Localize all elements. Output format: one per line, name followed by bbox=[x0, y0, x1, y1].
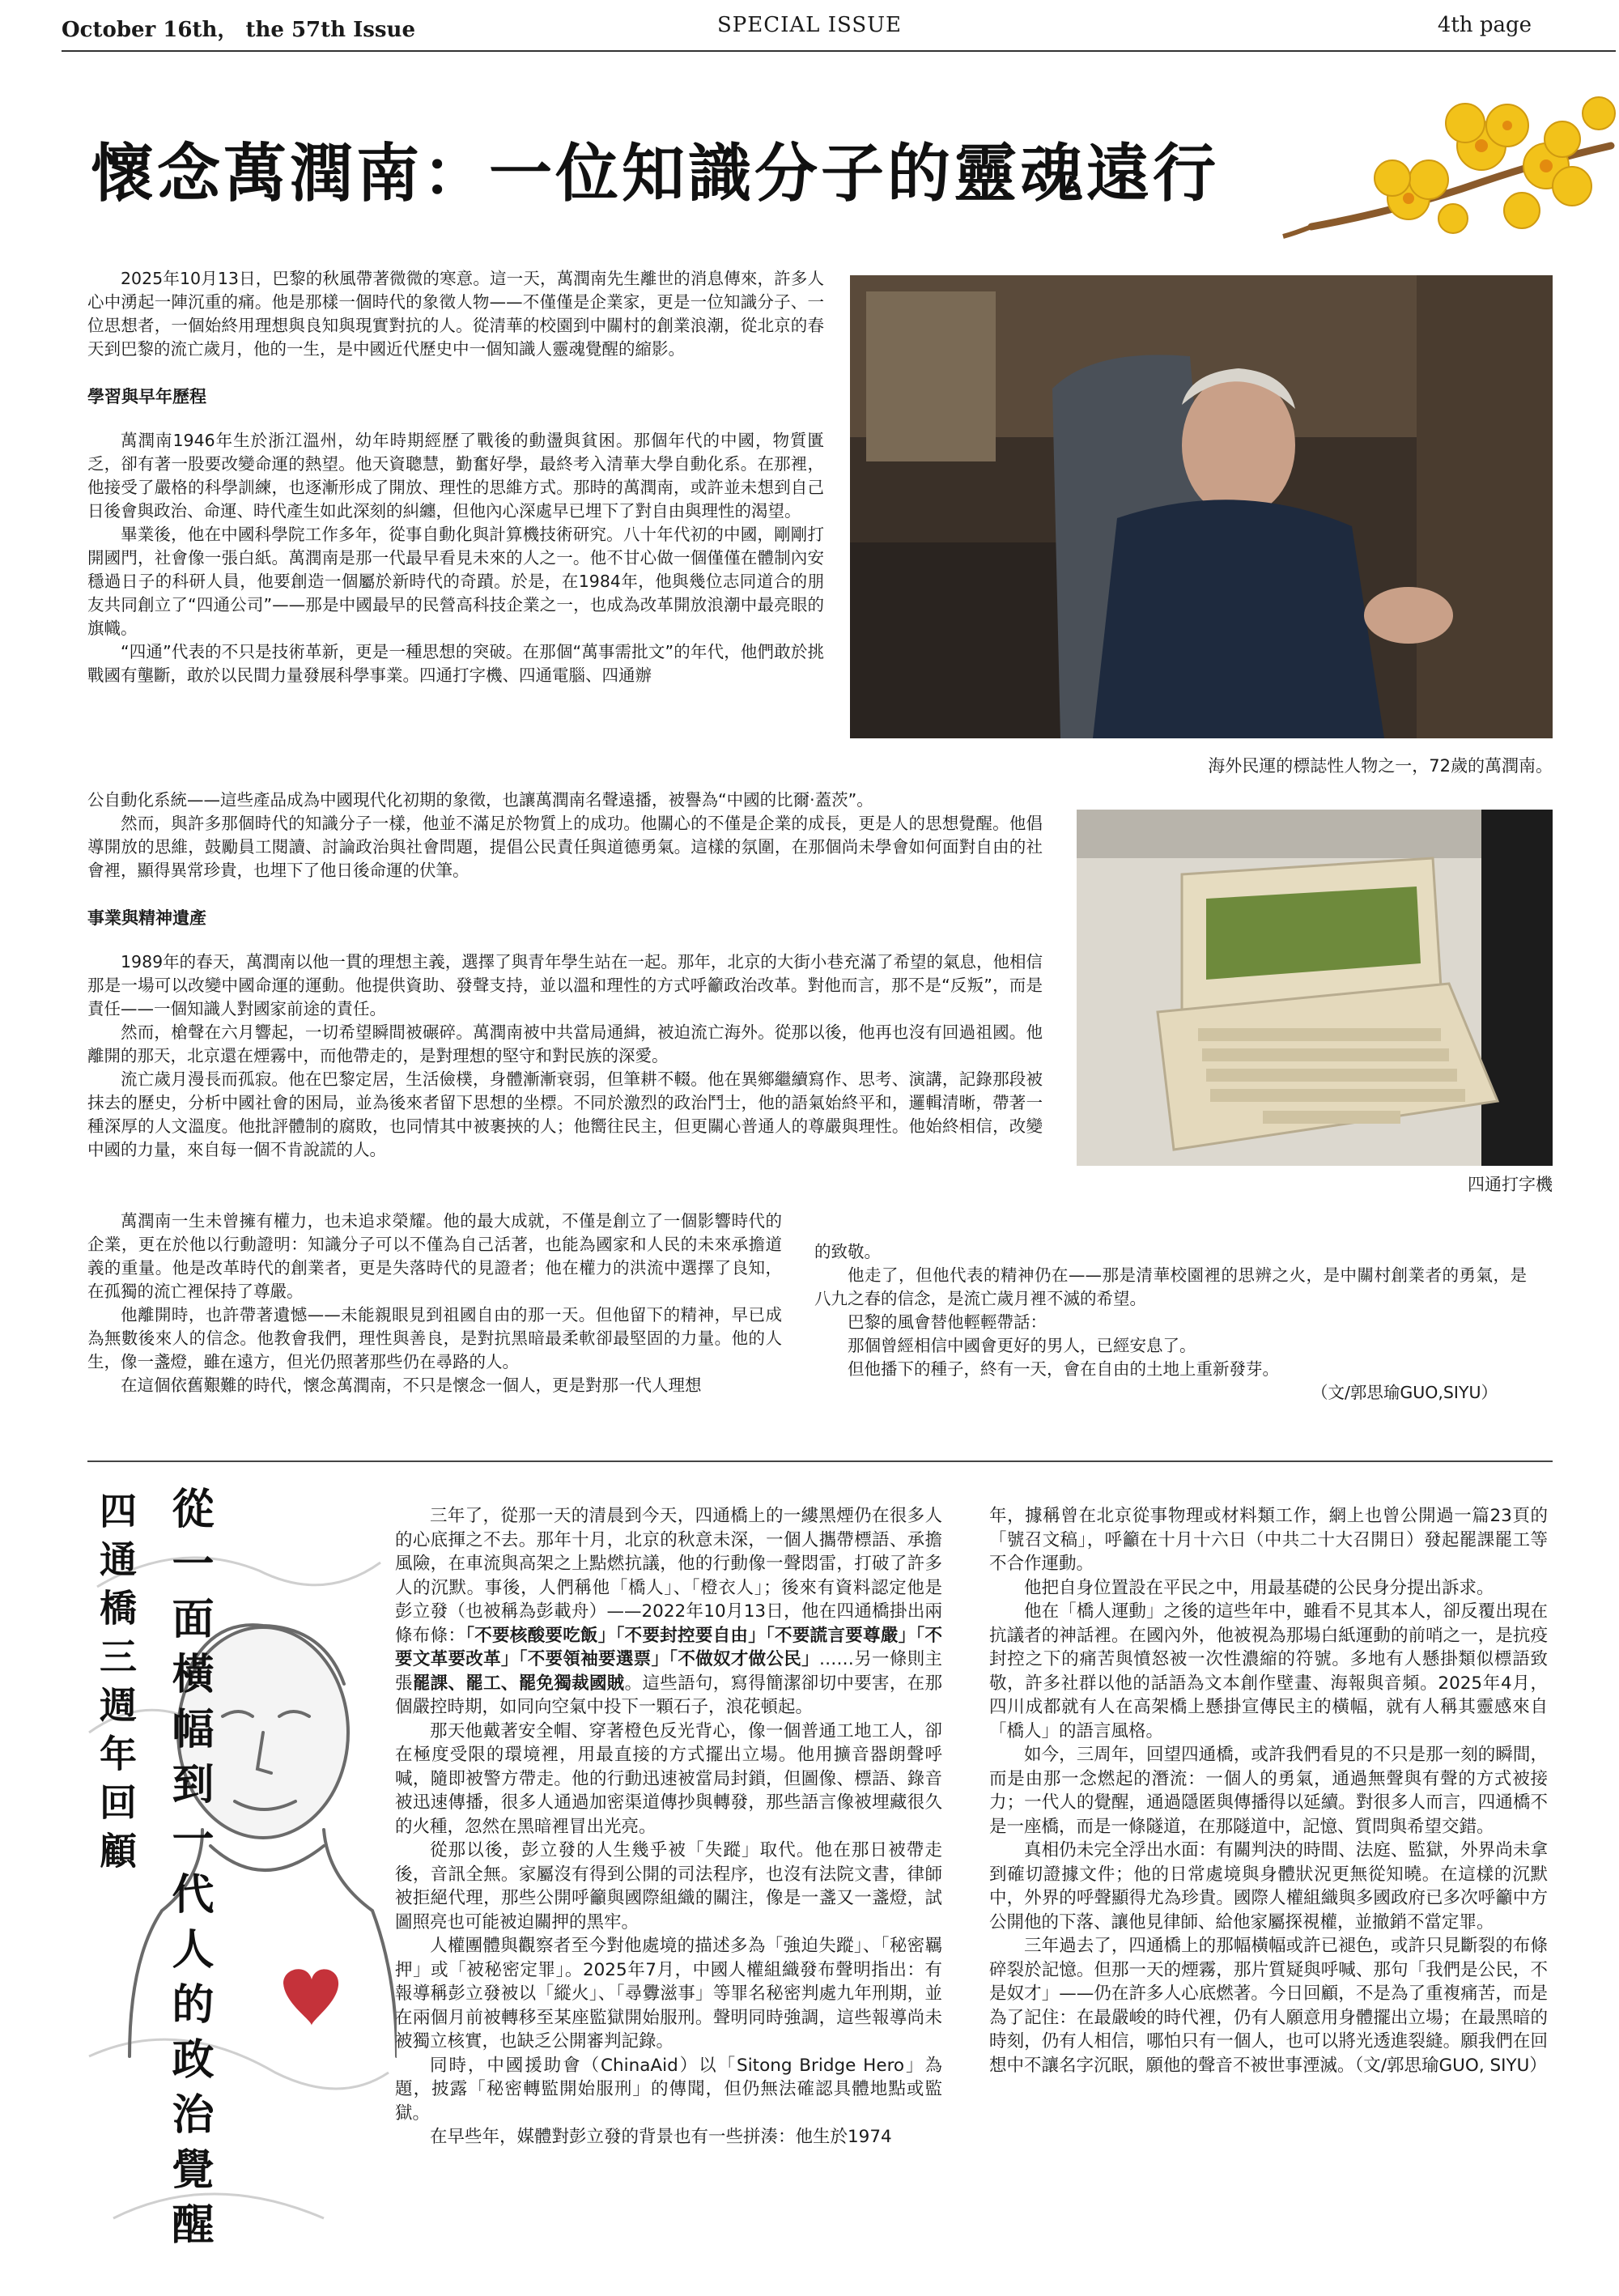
article2-left-column bbox=[395, 1504, 942, 2149]
paragraph: 真相仍未完全浮出水面：有關判決的時間、法庭、監獄，外界尚未拿到確切證據文件；他的日常處境與身體狀況更無從知曉。在這樣的沉默中，外界的呼聲顯得尤為珍貴。國際人權組織與多國政府已多次呼籲中方公開他的下落、讓他見律師、給他家屬探視權，並撤銷不當定罪。 bbox=[989, 1840, 1548, 1932]
paragraph: 如今，三周年，回望四通橋，或許我們看見的不只是那一刻的瞬間，而是由那一念燃起的潛流：一個人的勇氣，通過無聲與有聲的方式被接力；一代人的覺醒，通過隱匿與傳播得以延續。對很多人而言，四通橋不是一座橋，而是一條隧道，在那隧道中，記憶、質問與希望交錯。 bbox=[989, 1745, 1548, 1837]
paragraph: 三年過去了，四通橋上的那幅橫幅或許已褪色，或許只見斷裂的布條碎裂於記憶。但那一天的煙霧，那片質疑與呼喊、那句「我們是公民，不是奴才」——仍在許多人心底燃著。今日回顧，不是為了重複痛苦，而是為了記住：在最嚴峻的時代裡，仍有人願意用身體擺出立場；在最黑暗的時刻，仍有人相信，哪怕只有一個人，也可以將光透進裂縫。願我們在回想中不讓名字沉眠，願他的聲音不被世事湮滅。（文/郭思瑜GUO, SIYU） bbox=[989, 1936, 1548, 2076]
paragraph: 萬潤南一生未曾擁有權力，也未追求榮耀。他的最大成就，不僅是創立了一個影響時代的企業，更在於他以行動證明：知識分子可以不僅為自己活著，也能為國家和人民的未來承擔道義的重量。他是改革時代的創業者，更是失落時代的見證者；他在權力的洪流中選擇了良知，在孤獨的流亡裡保持了尊嚴。 bbox=[87, 1211, 782, 1301]
article1-lower-right bbox=[814, 1240, 1527, 1405]
photo2-caption: 四通打字機 bbox=[1468, 1175, 1553, 1194]
section-heading-early: 學習與早年歷程 bbox=[87, 387, 206, 406]
paragraph: 的致敬。 bbox=[814, 1242, 881, 1261]
paragraph: 那個曾經相信中國會更好的男人，已經安息了。 bbox=[848, 1336, 1196, 1355]
article-title: 懷念萬潤南：一位知識分子的靈魂遠行 bbox=[91, 137, 1220, 210]
paragraph: 他走了，但他代表的精神仍在——那是清華校園裡的思辨之火，是中關村創業者的勇氣，是八九之春的信念，是流亡歲月裡不滅的希望。 bbox=[814, 1265, 1527, 1308]
sidebar-title: 四通橋三週年回顧 bbox=[94, 1491, 138, 1880]
paragraph: 然而，與許多那個時代的知識分子一樣，他並不滿足於物質上的成功。他關心的不僅是企業的成長，更是人的思想覺醒。他倡導開放的思維，鼓勵員工閱讀、討論政治與社會問題，提倡公民責任與道德勇氣。這樣的氛圍，在那個尚未學會如何面對自由的社會裡，顯得異常珍貴，也埋下了他日後命運的伏筆。 bbox=[87, 814, 1043, 880]
article1-upper-text bbox=[87, 267, 824, 687]
paragraph bbox=[395, 1504, 942, 1720]
intro-paragraph: 2025年10月13日，巴黎的秋風帶著微微的寒意。這一天，萬潤南先生離世的消息傳來，許多人心中湧起一陣沉重的痛。他是那樣一個時代的象徵人物——不僅僅是企業家，更是一位知識分子、一位思想者，一個始終用理想與良知與現實對抗的人。從清華的校園到中關村的創業浪潮，從北京的春天到巴黎的流亡歲月，他的一生，是中國近代歷史中一個知識人靈魂覺醒的縮影。 bbox=[87, 269, 824, 359]
paragraph: 1989年的春天，萬潤南以他一貫的理想主義，選擇了與青年學生站在一起。那年，北京的大街小巷充滿了希望的氣息，他相信那是一場可以改變中國命運的運動。他提供資助、發聲支持，並以溫和理性的方式呼籲政治改革。對他而言，那不是“反叛”，而是責任——一個知識人對國家前途的責任。 bbox=[87, 952, 1043, 1018]
header-rule bbox=[62, 50, 1616, 52]
issue-date: October 16th， the 57th Issue bbox=[62, 18, 415, 42]
slogans-text: 「不要核酸要吃飯」「不要封控要自由」「不要謊言要尊嚴」「不要文革要改革」「不要領袖要選票」「不做奴才做公民」 bbox=[395, 1625, 942, 1669]
slogan-tail: ……另一條則主張 bbox=[395, 1649, 942, 1694]
article1-lower-left bbox=[87, 1210, 782, 1397]
flower-branch-decoration bbox=[1279, 89, 1619, 275]
section-divider bbox=[87, 1461, 1553, 1462]
paragraph: 然而，槍聲在六月響起，一切希望瞬間被碾碎。萬潤南被中共當局通緝，被迫流亡海外。從那以後，他再也沒有回過祖國。他離開的那天，北京還在煙霧中，而他帶走的，是對理想的堅守和對民族的深愛。 bbox=[87, 1023, 1043, 1065]
article2-right-column bbox=[989, 1504, 1548, 2077]
article1-mid-text bbox=[87, 789, 1043, 1162]
paragraph: 年，據稱曾在北京從事物理或材料類工作，網上也曾公開過一篇23頁的「號召文稿」，呼籲在十月十六日（中共二十大召開日）發起罷課罷工等不合作運動。 bbox=[989, 1506, 1548, 1574]
paragraph-text: 。這些語句，寫得簡潔卻切中要害，在那個嚴控時期，如同向空氣中投下一顆石子，浪花頓起。 bbox=[395, 1673, 942, 1717]
paragraph: 公自動化系統——這些產品成為中國現代化初期的象徵，也讓萬潤南名聲遠播，被譽為“中國的比爾·蓋茨”。 bbox=[87, 790, 873, 810]
paragraph: 畢業後，他在中國科學院工作多年，從事自動化與計算機技術研究。八十年代初的中國，剛剛打開國門，社會像一張白紙。萬潤南是那一代最早看見未來的人之一。他不甘心做一個僅僅在體制內安穩過日子的科研人員，他要創造一個屬於新時代的奇蹟。於是，在1984年，他與幾位志同道合的朋友共同創立了“四通公司”——那是中國最早的民營高科技企業之一，也成為改革開放浪潮中最亮眼的旗幟。 bbox=[87, 525, 824, 638]
strike-slogan: 罷課、罷工、罷免獨裁國賊 bbox=[412, 1673, 625, 1694]
paragraph: 同時，中國援助會（ChinaAid）以「Sitong Bridge Hero」為題，披露「秘密轉監開始服刑」的傳聞，但仍無法確認具體地點或監獄。 bbox=[395, 2055, 942, 2124]
byline: （文/郭思瑜GUO,SIYU） bbox=[1311, 1383, 1498, 1402]
paragraph-text: 三年了，從那一天的清晨到今天，四通橋上的一縷黑煙仍在很多人的心底揮之不去。那年十月，北京的秋意未深，一個人攜帶標語、承擔風險，在車流與高架之上點燃抗議，他的行動像一聲悶雷，打破了許多人的沉默。事後，人們稱他「橋人」、「橙衣人」；後來有資料認定他是彭立發（也被稱為彭載舟）——2022年10月13日，他在四通橋掛出兩條布條： bbox=[395, 1506, 942, 1646]
section-label: SPECIAL ISSUE bbox=[716, 13, 903, 37]
sidebar-banner: 從一面橫幅到一代人的政治覺醒 bbox=[164, 1486, 214, 2257]
paragraph: 他把自身位置設在平民之中，用最基礎的公民身分提出訴求。 bbox=[1024, 1577, 1494, 1598]
section-heading-career: 事業與精神遺產 bbox=[87, 908, 206, 928]
paragraph: “四通”代表的不只是技術革新，更是一種思想的突破。在那個“萬事需批文”的年代，他們敢於挑戰國有壟斷，敢於以民間力量發展科學事業。四通打字機、四通電腦、四通辦 bbox=[87, 642, 824, 685]
paragraph: 他離開時，也許帶著遺憾——未能親眼見到祖國自由的那一天。但他留下的精神，早已成為無數後來人的信念。他教會我們，理性與善良，是對抗黑暗最柔軟卻最堅固的力量。他的人生，像一盞燈，雖在遠方，但光仍照著那些仍在尋路的人。 bbox=[87, 1305, 782, 1371]
paragraph: 他在「橋人運動」之後的這些年中，雖看不見其本人，卻反覆出現在抗議者的神話裡。在國內外，他被視為那場白紙運動的前哨之一，是抗疫封控之下的痛苦與憤怒被一次性濃縮的符號。多地有人懸掛類似標語致敬，許多社群以他的話語為文本創作壁畫、海報與音頻。2025年4月，四川成都就有人在高架橋上懸掛宣傳民主的橫幅，就有人稱其靈感來自「橋人」的語言風格。 bbox=[989, 1601, 1548, 1741]
typewriter-photo bbox=[1077, 810, 1553, 1166]
paragraph: 在這個依舊艱難的時代，懷念萬潤南，不只是懷念一個人，更是對那一代人理想 bbox=[121, 1375, 702, 1395]
paragraph: 萬潤南1946年生於浙江溫州，幼年時期經歷了戰後的動盪與貧困。那個年代的中國，物質匱乏，卻有著一股要改變命運的熱望。他天資聰慧，勤奮好學，最終考入清華大學自動化系。在那裡，他接受了嚴格的科學訓練，也逐漸形成了開放、理性的思維方式。那時的萬潤南，或許並未想到自己日後會與政治、命運、時代產生如此深刻的糾纏，但他內心深處早已埋下了對自由與理性的渴望。 bbox=[87, 431, 824, 521]
paragraph: 人權團體與觀察者至今對他處境的描述多為「強迫失蹤」、「秘密羈押」或「被秘密定罪」。2025年7月，中國人權組織發布聲明指出：有報導稱彭立發被以「縱火」、「尋釁滋事」等罪名秘密判處九年刑期，並在兩個月前被轉移至某座監獄開始服刑。聲明同時強調，這些報導尚未被獨立核實，也缺乏公開審判記錄。 bbox=[395, 1936, 942, 2052]
paragraph: 但他播下的種子，終有一天，會在自由的土地上重新發芽。 bbox=[848, 1359, 1279, 1379]
paragraph: 巴黎的風會替他輕輕帶話： bbox=[848, 1312, 1047, 1332]
paragraph: 從那以後，彭立發的人生幾乎被「失蹤」取代。他在那日被帶走後，音訊全無。家屬沒有得到公開的司法程序，也沒有法院文書，律師被拒絕代理，那些公開呼籲與國際組織的關注，像是一盞又一盞燈，試圖照亮也可能被迫關押的黑牢。 bbox=[395, 1840, 942, 1932]
photo1-caption: 海外民運的標誌性人物之一，72歲的萬潤南。 bbox=[1208, 756, 1553, 776]
paragraph: 那天他戴著安全帽、穿著橙色反光背心，像一個普通工地工人，卻在極度受限的環境裡，用最直接的方式擺出立場。他用擴音器朗聲呼喊，隨即被警方帶走。他的行動迅速被當局封鎖，但圖像、標語、錄音被迅速傳播，很多人通過加密渠道傳抄與轉發，那些語言像被埋藏很久的火種，忽然在黑暗裡冒出光亮。 bbox=[395, 1720, 942, 1837]
page-number: 4th page bbox=[1437, 13, 1532, 37]
paragraph: 流亡歲月漫長而孤寂。他在巴黎定居，生活儉樸，身體漸漸衰弱，但筆耕不輟。他在異鄉繼續寫作、思考、演講，記錄那段被抹去的歷史，分析中國社會的困局，並為後來者留下思想的坐標。不同於激烈的政治鬥士，他的語氣始終平和，邏輯清晰，帶著一種深厚的人文溫度。他批評體制的腐敗，也同情其中被裹挾的人；他嚮往民主，但更關心普通人的尊嚴與理性。他始終相信，改變中國的力量，來自每一個不肯說謊的人。 bbox=[87, 1069, 1043, 1159]
portrait-photo bbox=[850, 275, 1553, 738]
paragraph: 在早些年，媒體對彭立發的背景也有一些拼湊：他生於1974 bbox=[430, 2127, 892, 2147]
